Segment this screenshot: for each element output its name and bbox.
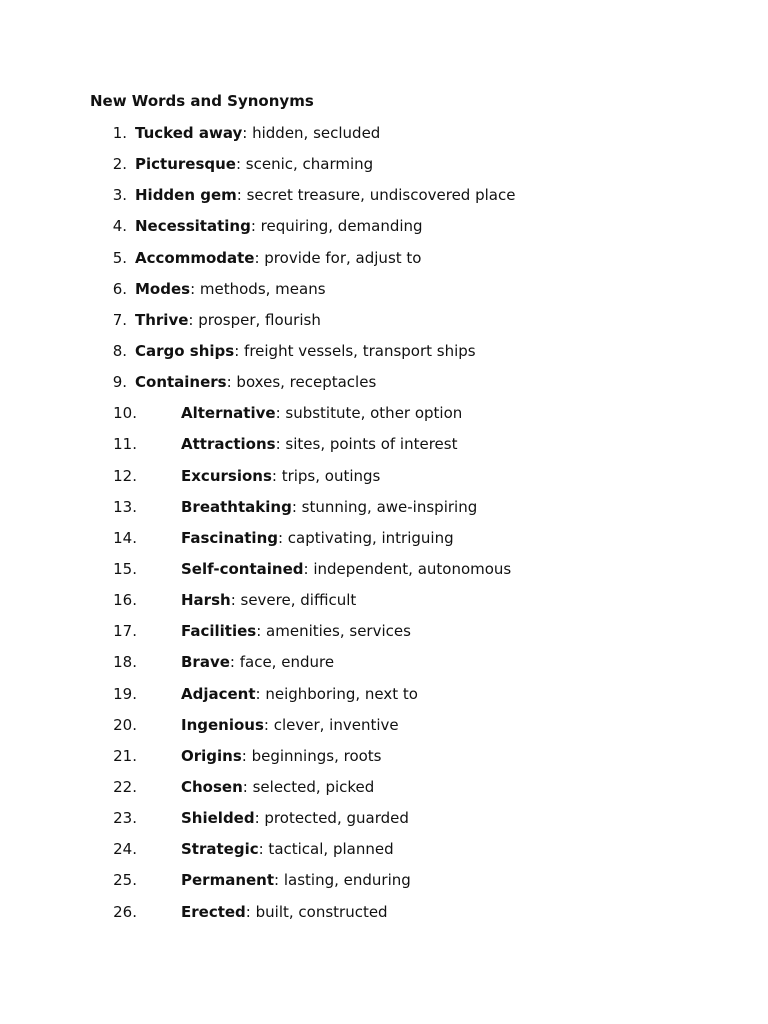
synonyms-text: : independent, autonomous — [303, 559, 512, 578]
list-item-number: 13. — [113, 497, 137, 516]
list-item — [0, 653, 768, 684]
list-item-text — [135, 186, 515, 204]
synonyms-text: : beginnings, roots — [241, 746, 382, 765]
synonyms-text: : captivating, intriguing — [277, 528, 454, 547]
document-title: New Words and Synonyms — [90, 92, 314, 110]
list-item-text — [181, 871, 411, 889]
list-item-text — [135, 249, 421, 267]
synonyms-text: : lasting, enduring — [274, 871, 411, 890]
list-item-number: 2. — [112, 155, 127, 174]
list-item-number: 22. — [113, 777, 137, 796]
list-item-number: 26. — [113, 902, 137, 921]
list-item — [0, 840, 768, 871]
list-item — [0, 404, 768, 435]
list-item-text — [135, 311, 321, 329]
synonyms-text: : freight vessels, transport ships — [234, 341, 476, 360]
list-item-text — [181, 435, 457, 453]
list-item-text — [181, 653, 334, 671]
list-item — [0, 435, 768, 466]
list-item — [0, 778, 768, 809]
synonyms-text: : face, endure — [229, 653, 335, 672]
list-item — [0, 871, 768, 902]
list-item — [0, 560, 768, 591]
synonyms-text: : amenities, services — [256, 622, 411, 641]
list-item-text — [181, 778, 374, 796]
vocabulary-term: Hidden gem — [135, 186, 237, 205]
vocabulary-term: Accommodate — [135, 248, 255, 267]
synonyms-text: : neighboring, next to — [255, 684, 418, 703]
list-item — [0, 591, 768, 622]
list-item — [0, 903, 768, 934]
vocabulary-term: Modes — [135, 279, 191, 298]
list-item-number: 3. — [112, 186, 127, 205]
list-item-text — [135, 342, 476, 360]
list-item — [0, 685, 768, 716]
synonyms-text: : built, constructed — [245, 902, 388, 921]
list-item — [0, 716, 768, 747]
list-item — [0, 155, 768, 186]
vocabulary-term: Origins — [181, 746, 242, 765]
list-item-number: 4. — [112, 217, 127, 236]
list-item-text — [181, 747, 382, 765]
list-item — [0, 186, 768, 217]
list-item-number: 17. — [113, 622, 137, 641]
vocabulary-term: Thrive — [135, 310, 189, 329]
list-item-number: 7. — [112, 310, 127, 329]
list-item-number: 19. — [113, 684, 137, 703]
list-item-number: 12. — [113, 466, 137, 485]
list-item-number: 8. — [112, 341, 127, 360]
list-item-text — [135, 124, 380, 142]
list-item-text — [181, 716, 399, 734]
vocabulary-term: Facilities — [181, 622, 257, 641]
list-item-text — [135, 373, 376, 391]
list-item-text — [181, 529, 454, 547]
synonyms-text: : stunning, awe-inspiring — [291, 497, 478, 516]
list-item-number: 16. — [113, 591, 137, 610]
list-item-text — [181, 560, 511, 578]
list-item-text — [135, 217, 423, 235]
synonyms-text: : clever, inventive — [263, 715, 399, 734]
vocabulary-term: Necessitating — [135, 217, 251, 236]
vocabulary-term: Permanent — [181, 871, 275, 890]
vocabulary-term: Harsh — [181, 591, 231, 610]
vocabulary-list — [0, 124, 768, 934]
vocabulary-term: Chosen — [181, 777, 243, 796]
synonyms-text: : provide for, adjust to — [254, 248, 422, 267]
list-item — [0, 467, 768, 498]
vocabulary-term: Cargo ships — [135, 341, 235, 360]
list-item-text — [181, 467, 380, 485]
synonyms-text: : scenic, charming — [235, 155, 374, 174]
vocabulary-term: Breathtaking — [181, 497, 292, 516]
list-item-number: 15. — [113, 559, 137, 578]
vocabulary-term: Tucked away — [135, 124, 243, 142]
synonyms-text: : protected, guarded — [254, 809, 409, 828]
list-item — [0, 249, 768, 280]
vocabulary-term: Attractions — [181, 435, 276, 454]
list-item-text — [135, 155, 373, 173]
list-item-text — [181, 622, 411, 640]
list-item-text — [181, 498, 477, 516]
list-item-text — [135, 280, 326, 298]
list-item-number: 14. — [113, 528, 137, 547]
vocabulary-term: Ingenious — [181, 715, 264, 734]
list-item-text — [181, 404, 462, 422]
list-item — [0, 342, 768, 373]
synonyms-text: : boxes, receptacles — [226, 373, 377, 392]
list-item-number: 1. — [112, 124, 127, 142]
synonyms-text: : secret treasure, undiscovered place — [236, 186, 516, 205]
list-item — [0, 809, 768, 840]
synonyms-text: : requiring, demanding — [250, 217, 423, 236]
list-item-text — [181, 685, 418, 703]
vocabulary-term: Fascinating — [181, 528, 278, 547]
list-item — [0, 280, 768, 311]
list-item — [0, 217, 768, 248]
list-item-number: 9. — [112, 373, 127, 392]
synonyms-text: : hidden, secluded — [242, 124, 381, 142]
list-item — [0, 747, 768, 778]
list-item-number: 20. — [113, 715, 137, 734]
list-item-text — [181, 903, 388, 921]
synonyms-text: : severe, difficult — [230, 591, 357, 610]
list-item — [0, 498, 768, 529]
synonyms-text: : substitute, other option — [275, 404, 463, 423]
synonyms-text: : methods, means — [190, 279, 326, 298]
synonyms-text: : prosper, flourish — [188, 310, 321, 329]
vocabulary-term: Shielded — [181, 809, 255, 828]
list-item — [0, 622, 768, 653]
list-item-text — [181, 809, 409, 827]
vocabulary-term: Alternative — [181, 404, 276, 423]
vocabulary-term: Excursions — [181, 466, 272, 485]
list-item-number: 23. — [113, 809, 137, 828]
vocabulary-term: Erected — [181, 902, 246, 921]
list-item-text — [181, 591, 356, 609]
list-item-text — [181, 840, 394, 858]
vocabulary-term: Picturesque — [135, 155, 236, 174]
list-item-number: 18. — [113, 653, 137, 672]
list-item-number: 11. — [113, 435, 137, 454]
vocabulary-term: Containers — [135, 373, 227, 392]
list-item-number: 24. — [113, 840, 137, 859]
list-item-number: 21. — [113, 746, 137, 765]
synonyms-text: : sites, points of interest — [275, 435, 458, 454]
synonyms-text: : tactical, planned — [258, 840, 394, 859]
synonyms-text: : trips, outings — [271, 466, 381, 485]
list-item — [0, 124, 768, 155]
vocabulary-term: Self-contained — [181, 559, 304, 578]
list-item-number: 10. — [113, 404, 137, 423]
list-item — [0, 529, 768, 560]
list-item-number: 25. — [113, 871, 137, 890]
vocabulary-term: Adjacent — [181, 684, 256, 703]
vocabulary-term: Strategic — [181, 840, 259, 859]
list-item — [0, 373, 768, 404]
list-item-number: 6. — [112, 279, 127, 298]
synonyms-text: : selected, picked — [242, 777, 375, 796]
vocabulary-term: Brave — [181, 653, 230, 672]
list-item — [0, 311, 768, 342]
list-item-number: 5. — [112, 248, 127, 267]
